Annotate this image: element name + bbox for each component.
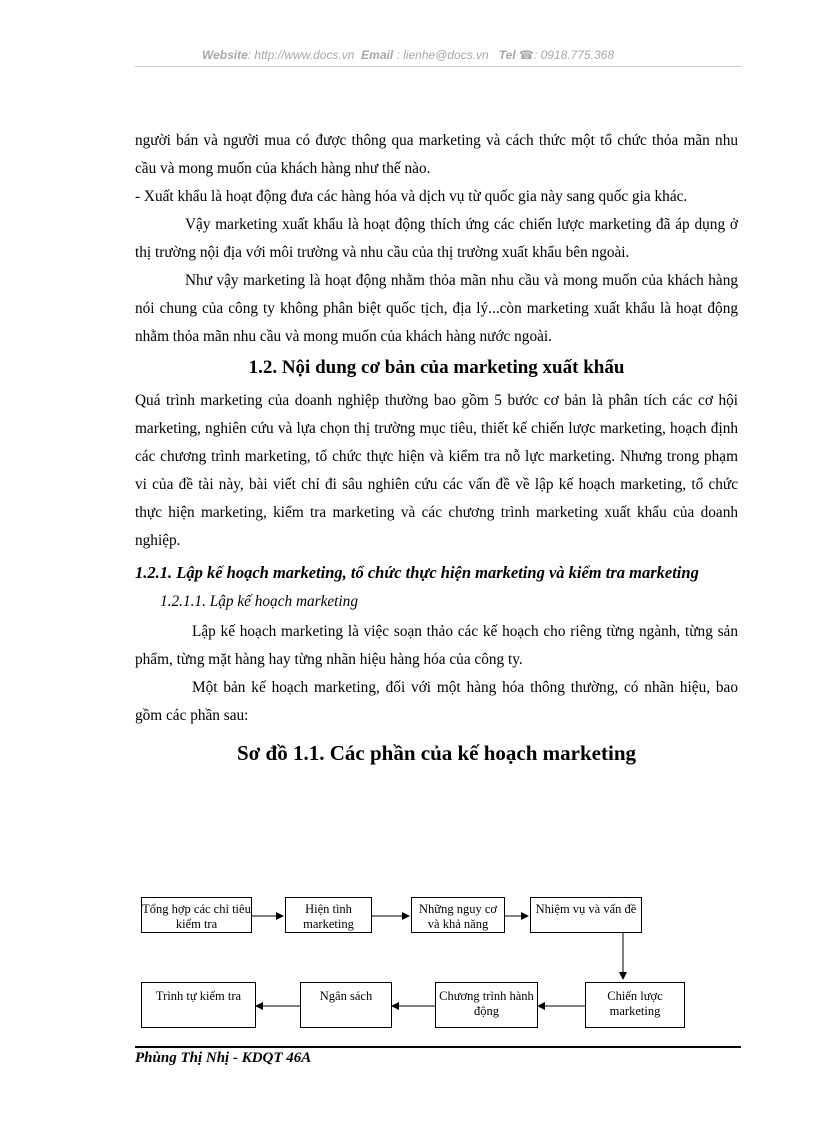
diagram-box-control-indicators: Tổng hợp các chỉ tiêu kiểm tra: [141, 897, 252, 933]
paragraph-4: Như vậy marketing là hoạt động nhằm thỏa mãn nhu cầu và mong muốn của khách hàng nói chung của công ty không phân biệt quốc tịch, địa lý...còn marketing xuất khẩu là hoạt động nhằm thỏa mãn nhu cầu và mong muốn của khách hàng nước ngoài.: [135, 272, 738, 345]
phone-icon: ☎: [519, 48, 534, 62]
diagram-box-current-situation: Hiện tình marketing: [285, 897, 372, 933]
tel-value: : 0918.775.368: [533, 48, 615, 62]
diagram-box-budget: Ngân sách: [300, 982, 392, 1028]
email-value[interactable]: : lienhe@docs.vn: [396, 48, 489, 62]
heading-1-2-1: 1.2.1. Lập kế hoạch marketing, tổ chức thực hiện marketing và kiểm tra marketing: [135, 563, 699, 582]
header-divider: [135, 66, 741, 67]
tel-label: Tel: [498, 48, 516, 62]
diagram-box-strategy: Chiến lược marketing: [585, 982, 685, 1028]
paragraph-3: Vậy marketing xuất khẩu là hoạt động thích ứng các chiến lược marketing đã áp dụng ở thị trường nội địa với môi trường và nhu cầu của thị trường xuất khẩu bên ngoài.: [135, 216, 738, 261]
diagram-box-objectives-issues: Nhiệm vụ và vấn đề: [530, 897, 642, 933]
heading-1-2: 1.2. Nội dung cơ bản của marketing xuất khẩu: [248, 357, 625, 378]
plan-diagram: [135, 883, 745, 1043]
document-body: [135, 127, 738, 768]
paragraph-2: - Xuất khẩu là hoạt động đưa các hàng hóa và dịch vụ từ quốc gia này sang quốc gia khác.: [135, 188, 688, 205]
paragraph-7: Một bản kế hoạch marketing, đối với một hàng hóa thông thường, có nhãn hiệu, bao gồm các phần sau:: [135, 679, 738, 724]
paragraph-5: Quá trình marketing của doanh nghiệp thường bao gồm 5 bước cơ bản là phân tích các cơ hội marketing, nghiên cứu và lựa chọn thị trường mục tiêu, thiết kế chiến lược marketing, hoạch định các chương trình marketing, tổ chức thực hiện và kiểm tra nỗ lực marketing. Nhưng trong phạm vi của đề tài này, bài viết chỉ đi sâu nghiên cứu các vấn đề về lập kế hoạch marketing, tổ chức thực hiện marketing, kiểm tra marketing và các chương trình marketing xuất khẩu của doanh nghiệp.: [135, 392, 738, 549]
diagram-box-control-procedure: Trình tự kiểm tra: [141, 982, 256, 1028]
email-label: Email: [361, 48, 394, 62]
footer-divider: [135, 1046, 741, 1048]
page-header: [0, 48, 816, 62]
diagram-box-action-program: Chương trình hành động: [435, 982, 538, 1028]
paragraph-1: người bán và người mua có được thông qua marketing và cách thức một tổ chức thỏa mãn nhu cầu và mong muốn của khách hàng như thế nào.: [135, 132, 738, 177]
website-value[interactable]: : http://www.docs.vn: [247, 48, 355, 62]
website-label: Website: [201, 48, 248, 62]
diagram-title: Sơ đồ 1.1. Các phần của kế hoạch marketing: [236, 741, 636, 765]
diagram-box-threats-opportunities: Những nguy cơ và khả năng: [411, 897, 505, 933]
paragraph-6: Lập kế hoạch marketing là việc soạn thảo các kế hoạch cho riêng từng ngành, từng sản phẩm, từng mặt hàng hay từng nhãn hiệu hàng hóa của công ty.: [135, 623, 738, 668]
footer-author: Phùng Thị Nhị - KDQT 46A: [135, 1050, 312, 1066]
heading-1-2-1-1: 1.2.1.1. Lập kế hoạch marketing: [160, 593, 358, 610]
